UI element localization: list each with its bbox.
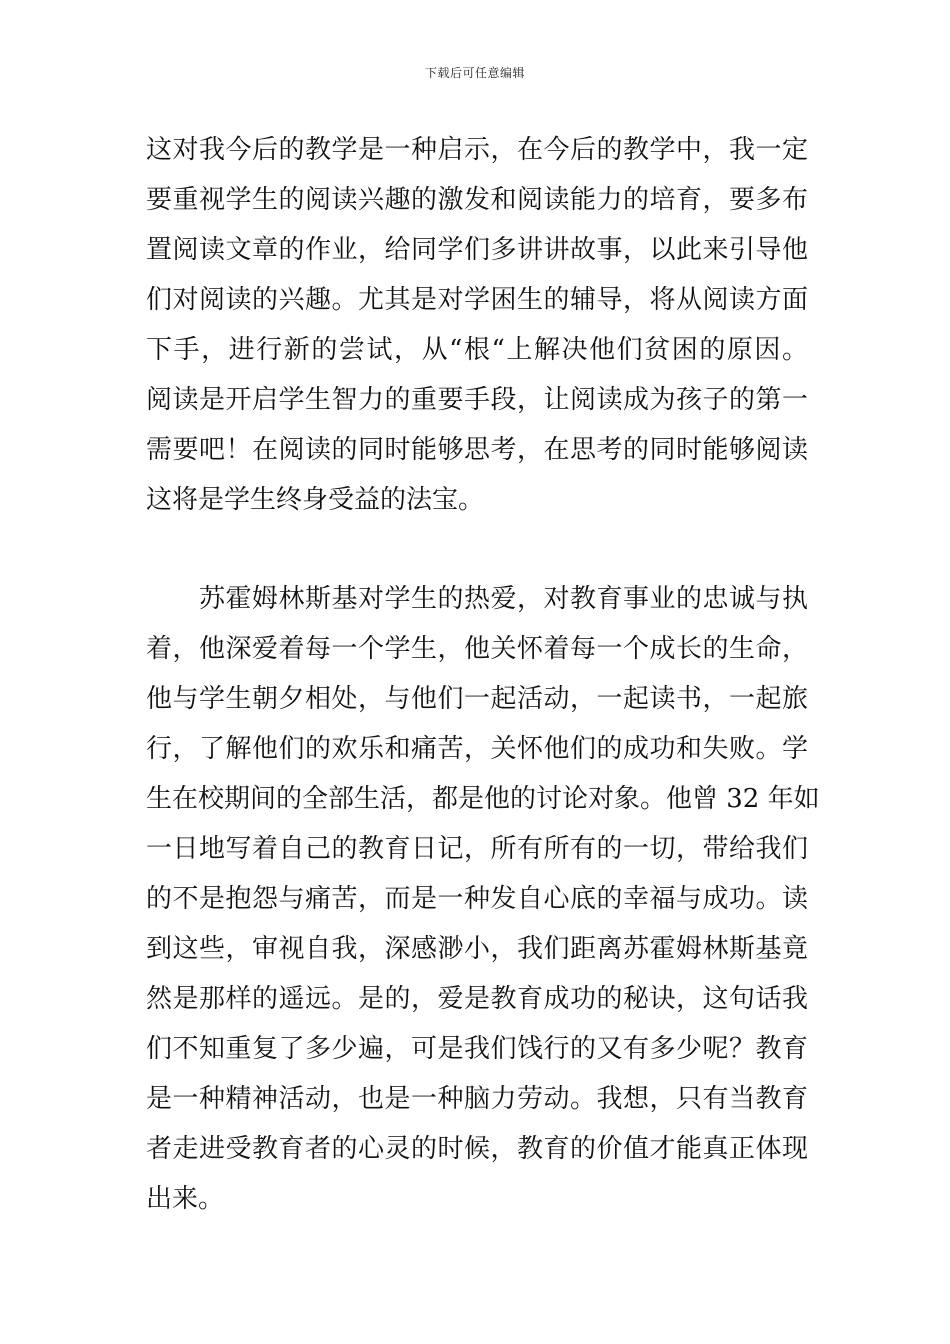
text-line: 这将是学生终身受益的法宝。 xyxy=(146,485,485,515)
text-line: 下手，进行新的尝试，从“根“上解决他们贫困的原因。 xyxy=(146,335,808,365)
text-line: 这对我今后的教学是一种启示，在今后的教学中，我一定 xyxy=(146,135,808,165)
text-line: 阅读是开启学生智力的重要手段，让阅读成为孩子的第一 xyxy=(146,385,808,415)
text-line: 置阅读文章的作业，给同学们多讲讲故事，以此来引导他 xyxy=(146,235,808,265)
text-line: 一日地写着自己的教育日记，所有所有的一切，带给我们 xyxy=(146,834,808,864)
text-line: 然是那样的遥远。是的，爱是教育成功的秘诀，这句话我 xyxy=(146,984,808,1014)
text-line: 需要吧！在阅读的同时能够思考，在思考的同时能够阅读 xyxy=(146,435,808,465)
text-line: 们对阅读的兴趣。尤其是对学困生的辅导，将从阅读方面 xyxy=(146,285,808,315)
text-line: 者走进受教育者的心灵的时候，教育的价值才能真正体现 xyxy=(146,1134,808,1164)
paragraph-1 xyxy=(146,125,808,525)
text-line: 到这些，审视自我，深感渺小，我们距离苏霍姆林斯基竟 xyxy=(146,934,808,964)
text-line: 出来。 xyxy=(146,1184,225,1214)
text-line: 要重视学生的阅读兴趣的激发和阅读能力的培育，要多布 xyxy=(146,185,808,215)
text-line: 生在校期间的全部生活，都是他的讨论对象。他曾 32 年如 xyxy=(146,784,820,814)
text-line: 们不知重复了多少遍，可是我们饯行的又有多少呢？教育 xyxy=(146,1034,808,1064)
page-header: 下载后可任意编辑 xyxy=(424,66,525,80)
text-line: 他与学生朝夕相处，与他们一起活动，一起读书，一起旅 xyxy=(146,684,808,714)
paragraph-2 xyxy=(146,574,820,1224)
text-line: 的不是抱怨与痛苦，而是一种发自心底的幸福与成功。读 xyxy=(146,884,808,914)
text-line: 行，了解他们的欢乐和痛苦，关怀他们的成功和失败。学 xyxy=(146,734,808,764)
text-line: 苏霍姆林斯基对学生的热爱，对教育事业的忠诚与执 xyxy=(146,584,808,614)
text-line: 着，他深爱着每一个学生，他关怀着每一个成长的生命， xyxy=(146,634,808,664)
text-line: 是一种精神活动，也是一种脑力劳动。我想，只有当教育 xyxy=(146,1084,808,1114)
